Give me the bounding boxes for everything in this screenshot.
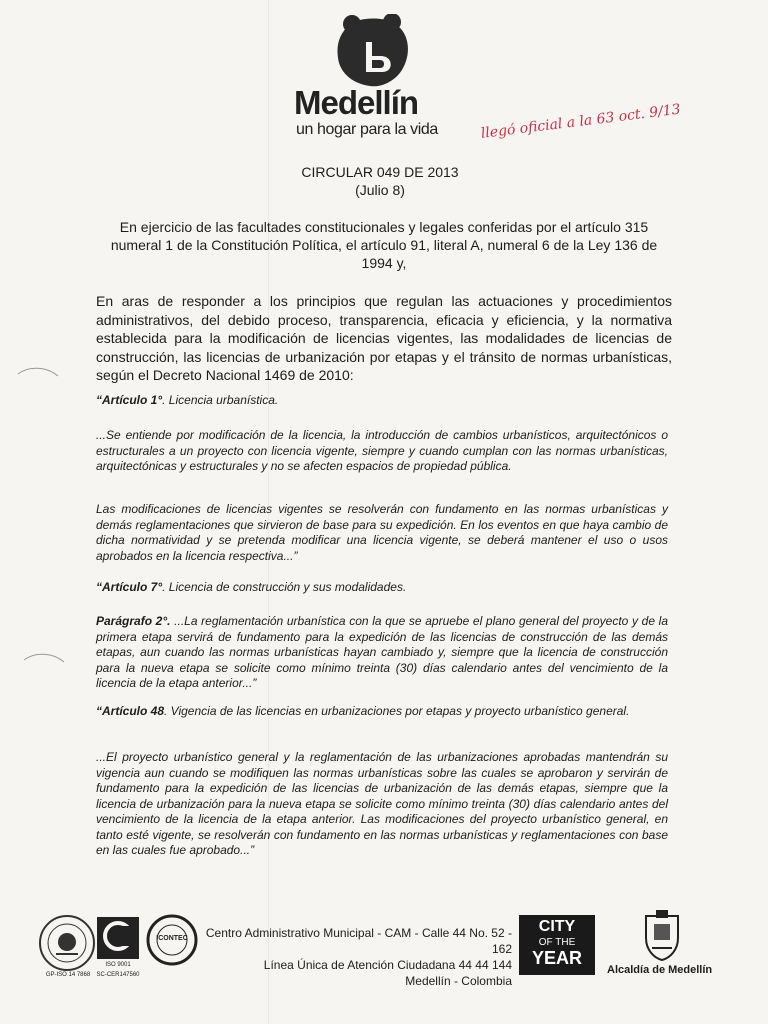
medellin-logo-icon: [334, 14, 412, 90]
brand-wordmark: Medellín: [294, 84, 419, 121]
circular-title: CIRCULAR 049 DE 2013: [301, 164, 459, 180]
paragrafo-label: Parágrafo 2°.: [96, 614, 171, 628]
article-1-number: “Artículo 1°: [96, 393, 163, 407]
article-48-heading: [96, 704, 666, 718]
preamble: En ejercicio de las facultades constitucionales y legales conferidas por el artículo 315 numeral 1 de la Constitución Política, el artículo 91, literal A, numeral 6 de la Ley 136 de 1994 y,: [110, 219, 658, 271]
article-1-paragraph-1: ...Se entiende por modificación de la licencia, la introducción de cambios urbanísticos, arquitectónicos o estructurales a un proyecto con licencia vigente, siempre y cuando cumplan con las normas urbanísticas, arquitectónicas y estructurales y no se afecten espacios de propiedad pública.: [96, 428, 668, 473]
cert-code-2: SC-CER147560: [96, 972, 140, 978]
badge-line-2: OF THE: [538, 937, 576, 948]
circular-date: (Julio 8): [355, 182, 405, 198]
article-7-number: “Artículo 7°: [96, 580, 163, 594]
cert-label-icontec: ICONTEC: [156, 935, 188, 942]
badge-line-1: CITY: [538, 918, 576, 935]
handwritten-note: llegó oficial a la 63 oct. 9/13: [480, 101, 682, 142]
badge-line-3: YEAR: [531, 948, 582, 968]
address-line-3: Medellín - Colombia: [405, 974, 512, 988]
margin-pen-mark: [16, 362, 60, 382]
intro-paragraph: En aras de responder a los principios que regulan las actuaciones y procedimientos administrativos, del debido proceso, transparencia, eficacia y eficiencia, y la normativa establecida para la modificación de licencias vigentes, las modalidades de licencias de construcción, las licencias de urbanización por etapas y el tránsito de normas urbanísticas, según el Decreto Nacional 1469 de 2010:: [96, 293, 672, 383]
article-7-paragraph: [96, 614, 668, 692]
cert-label-iso: ISO 9001: [105, 962, 131, 968]
address-line-2: Línea Única de Atención Ciudadana 44 44 144: [263, 958, 512, 972]
article-48-number: “Artículo 48: [96, 704, 165, 718]
coat-of-arms-icon: [642, 908, 682, 962]
article-7-title: . Licencia de construcción y sus modalidades.: [162, 580, 407, 594]
address-line-1: Centro Administrativo Municipal - CAM - Calle 44 No. 52 - 162: [205, 926, 512, 956]
margin-pen-mark: [22, 648, 66, 668]
alcaldia-label: Alcaldía de Medellín: [607, 964, 713, 976]
brand-tagline: un hogar para la vida: [296, 121, 438, 138]
article-1-paragraph-2: Las modificaciones de licencias vigentes se resolverán con fundamento en las normas urbanísticas y demás reglamentaciones que sirvieron de base para su expedición. En los eventos en que haya cambio de dicha normatividad y se pretenda modificar una licencia vigente, se deberá mantener el uso o usos aprobados en la licencia respectiva...”: [96, 502, 668, 563]
article-48-paragraph: ...El proyecto urbanístico general y la reglamentación de las urbanizaciones aprobadas mantendrán su vigencia aun cuando se modifiquen las normas urbanísticas sobre las cuales se aprobaron y servirán de fundamento para la expedición de las licencias de urbanización de las demás etapas, siempre que la licencia de urbanización para la nueva etapa se solicite como mínimo treinta (30) días calendario antes del vencimiento de la licencia de la etapa anterior. Las modificaciones del proyecto urbanístico general, en tanto esté vigente, se resolverán con fundamento en las normas urbanísticas y reglamentaciones con base en las cuales fue aprobado...”: [96, 750, 668, 857]
article-7-heading: [96, 580, 666, 594]
article-1-title: . Licencia urbanística.: [162, 393, 279, 407]
paragrafo-text: ...La reglamentación urbanística con la que se apruebe el plano general del proyecto y de la primera etapa servirá de fundamento para la expedición de las licencias de construcción de las demás etapas, aun cuando las normas urbanísticas hayan cambiado y, siempre que la licencia de construcción para la nueva etapa se solicite como mínimo treinta (30) días calendario antes del vencimiento de la licencia de la etapa anterior...”: [96, 614, 668, 690]
iso-9001-icon: [96, 916, 140, 960]
certification-seal-icon: [38, 914, 96, 972]
city-of-the-year-badge: [519, 915, 595, 975]
article-1-heading: [96, 393, 666, 407]
cert-code-1: GP-ISO 14 7868: [45, 972, 91, 978]
article-48-title: . Vigencia de las licencias en urbanizaciones por etapas y proyecto urbanístico general.: [164, 704, 630, 718]
footer-address: [196, 925, 512, 989]
